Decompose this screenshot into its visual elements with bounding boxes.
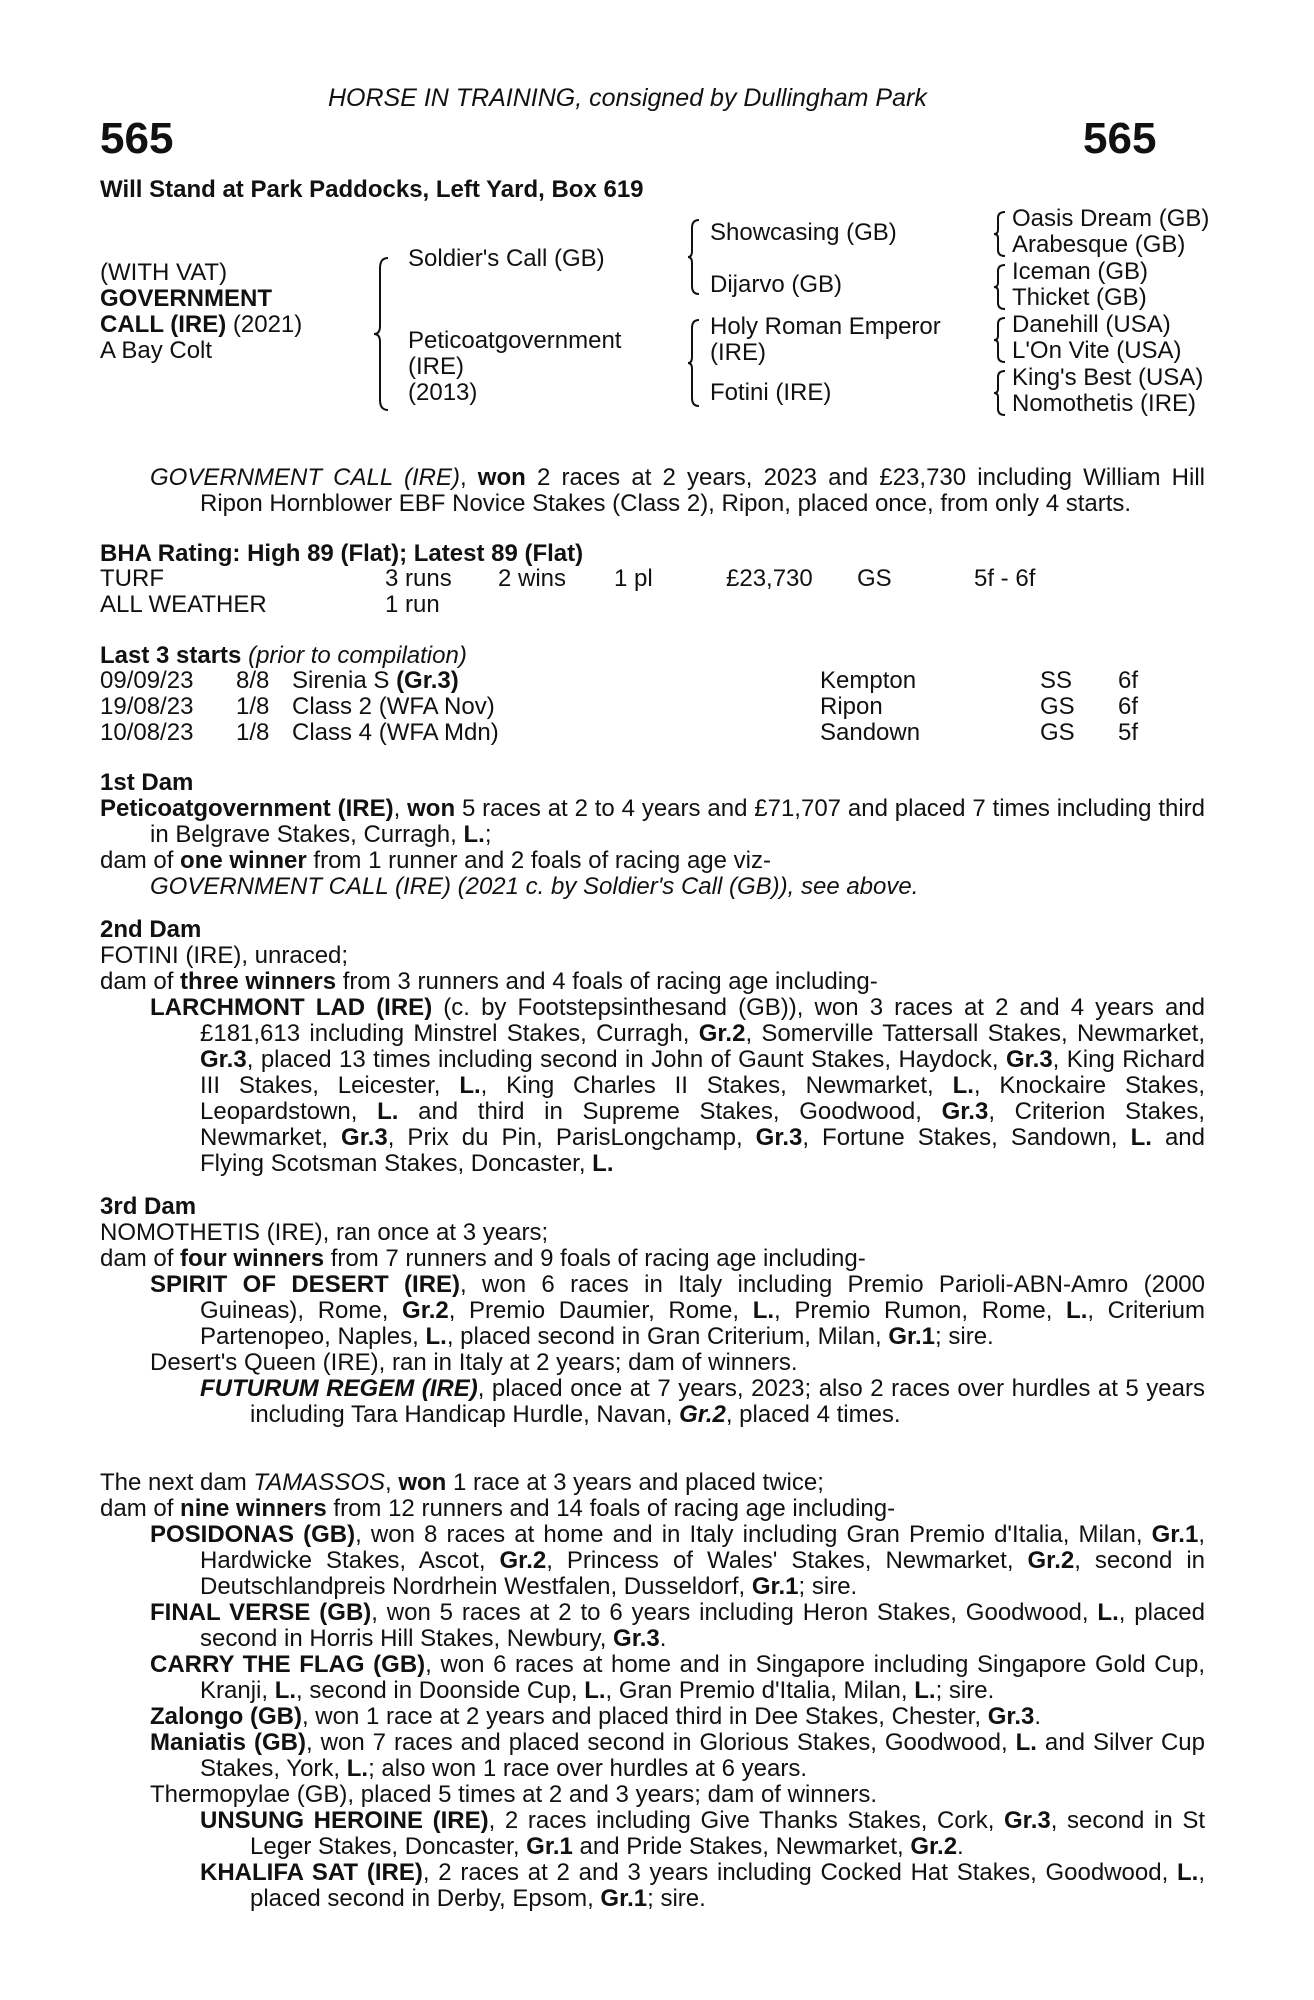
record-text: , won 6 races at home and in Singapore including Singapore Gold Cup, Kranji, — [200, 1651, 1206, 1704]
record-text: , 2 races including Give Thanks Stakes, Cork, — [488, 1807, 1005, 1834]
next-dam-produce-bold: nine winners — [180, 1495, 327, 1522]
first-dam-foal: GOVERNMENT CALL (IRE) (2021 c. by Soldier's Call (GB)), see above. — [150, 873, 919, 900]
horse-name-line2-row — [100, 312, 302, 338]
first-dam-section — [100, 770, 1205, 900]
rating-placed: 1 pl — [614, 565, 653, 592]
race-grade: L. — [752, 1297, 775, 1324]
rating-surface: ALL WEATHER — [100, 591, 267, 618]
summary-horse-name: GOVERNMENT CALL (IRE) — [150, 464, 460, 491]
zalongo-record — [100, 1704, 1205, 1730]
record-text: , placed second in Gran Criterium, Milan, — [446, 1323, 889, 1350]
first-dam-text: 5 races at 2 to 4 years and £71,707 and placed 7 times including third in Belgrave Stakes, Curragh, — [150, 795, 1206, 848]
start-position: 1/8 — [236, 719, 270, 746]
next-dam-produce-pre: dam of — [100, 1495, 181, 1522]
record-text: , second in St Leger Stakes, Doncaster, — [250, 1807, 1205, 1860]
race-grade: Gr.1 — [526, 1833, 573, 1860]
race-grade: L. — [459, 1072, 481, 1099]
futurum-regem-grade: Gr.2 — [679, 1401, 726, 1428]
pedigree-dam-dam: Fotini (IRE) — [710, 379, 832, 406]
record-text: , Criterion Stakes, Newmarket, — [200, 1098, 1206, 1151]
pedigree-dss: Danehill (USA) — [1012, 311, 1171, 338]
record-text: , Somerville Tattersall Stakes, Newmarket, — [745, 1020, 1205, 1047]
last3-heading — [100, 643, 467, 669]
pedigree-sire-sire: Showcasing (GB) — [710, 219, 897, 246]
start-distance: 6f — [1118, 693, 1139, 720]
lot-number-right: 565 — [1083, 114, 1157, 163]
race-grade: Gr.2 — [698, 1020, 746, 1047]
third-dam-produce-bold: four winners — [180, 1245, 325, 1272]
race-grade: Gr.3 — [941, 1098, 989, 1125]
first-dam-produce-bold: one winner — [180, 847, 307, 874]
record-text: , 2 races at 2 and 3 years including Cocked Hat Stakes, Goodwood, — [422, 1859, 1178, 1886]
start-race-name: Sirenia S — [292, 667, 397, 694]
rating-surface: TURF — [100, 565, 164, 592]
race-grade: L. — [1130, 1124, 1152, 1151]
futurum-regem-pre: , placed once at 7 years, 2023; also 2 races over hurdles at 5 years including Tara Handicap Hurdle, Navan, — [250, 1375, 1205, 1428]
zalongo-name: Zalongo (GB) — [150, 1703, 302, 1730]
bha-rating-title: BHA Rating: High 89 (Flat); Latest 89 (Flat) — [100, 540, 584, 567]
record-text: , won 8 races at home and in Italy including Gran Premio d'Italia, Milan, — [355, 1521, 1152, 1548]
thermopylae-record: Thermopylae (GB), placed 5 times at 2 and 3 years; dam of winners. — [150, 1781, 877, 1808]
start-race — [292, 668, 459, 694]
record-text: ; sire. — [935, 1323, 994, 1350]
race-grade: Gr.2 — [402, 1297, 449, 1324]
pedigree-brace-gen3-4 — [992, 369, 1008, 417]
start-race-grade: (Gr.3) — [396, 667, 459, 694]
race-grade: Gr.2 — [499, 1547, 547, 1574]
record-text: , King Charles II Stakes, Newmarket, — [480, 1072, 953, 1099]
race-grade: L. — [346, 1755, 369, 1782]
race-grade: L. — [425, 1323, 447, 1350]
first-dam-produce-post: from 1 runner and 2 foals of racing age viz- — [306, 847, 771, 874]
rating-runs: 1 run — [385, 591, 440, 618]
futurum-regem-record — [100, 1376, 1205, 1428]
rich-parts — [200, 1729, 1205, 1782]
record-text: (c. by Footstepsinthesand (GB)), won 3 races at 2 and 4 years and £181,613 including Minstrel Stakes, Curragh, — [200, 994, 1206, 1047]
unsung-heroine-name: UNSUNG HEROINE (IRE) — [200, 1807, 489, 1834]
start-course: Kempton — [820, 667, 917, 694]
record-text: . — [659, 1625, 667, 1652]
khalifa-sat-record — [100, 1860, 1205, 1912]
larchmont-lad-record — [100, 995, 1205, 1177]
summary-won: won — [477, 464, 526, 491]
horse-year: (2021) — [226, 311, 303, 338]
record-text: , Criterium Partenopeo, Naples, — [200, 1297, 1206, 1350]
record-text: , won 1 race at 2 years and placed third in Dee Stakes, Chester, — [301, 1703, 988, 1730]
record-text: . — [1034, 1703, 1042, 1730]
record-text: ; sire. — [798, 1573, 858, 1600]
start-course: Sandown — [820, 719, 921, 746]
maniatis-name: Maniatis (GB) — [150, 1729, 306, 1756]
start-position: 1/8 — [236, 693, 270, 720]
summary-paragraph: GOVERNMENT CALL (IRE), won 2 races at 2 years, 2023 and £23,730 including William Hill Ripon Hornblower EBF Novice Stakes (Class 2), Ripon, placed once, from only 4 starts. — [150, 464, 1206, 517]
third-dam-produce-post: from 7 runners and 9 foals of racing age including- — [324, 1245, 866, 1272]
posidonas-record — [100, 1522, 1205, 1600]
carry-the-flag-name: CARRY THE FLAG (GB) — [150, 1651, 426, 1678]
record-text: , Knockaire Stakes, Leopardstown, — [200, 1072, 1206, 1125]
pedigree-sdd: Thicket (GB) — [1012, 284, 1147, 311]
rating-wins: 2 wins — [498, 565, 567, 592]
summary-text: 2 races at 2 years, 2023 and £23,730 including William Hill Ripon Hornblower EBF Novice Stakes (Class 2), Ripon, placed once, from only 4 starts. — [200, 464, 1206, 517]
pedigree-dam-l1: Peticoatgovernment — [408, 327, 622, 354]
spirit-of-desert-name: SPIRIT OF DESERT (IRE) — [150, 1271, 461, 1298]
record-text: , Prix du Pin, ParisLongchamp, — [387, 1124, 756, 1151]
race-grade: Gr.1 — [600, 1885, 648, 1912]
pedigree-brace-gen2-bottom — [686, 318, 702, 408]
race-grade: L. — [1177, 1859, 1199, 1886]
record-text: and third in Supreme Stakes, Goodwood, — [398, 1098, 942, 1125]
start-distance: 5f — [1118, 719, 1139, 746]
first-dam-produce-pre: dam of — [100, 847, 181, 874]
race-grade: L. — [377, 1098, 399, 1125]
next-dam-name: TAMASSOS — [253, 1469, 385, 1496]
pedigree-dam-l3: (2013) — [408, 379, 478, 406]
pedigree-sire: Soldier's Call (GB) — [408, 245, 605, 272]
start-race-name: Class 4 (WFA Mdn) — [292, 719, 499, 746]
pedigree-sds: Iceman (GB) — [1012, 258, 1149, 285]
first-dam-won: won — [407, 795, 456, 822]
rating-runs: 3 runs — [385, 565, 452, 592]
next-dam-post: 1 race at 3 years and placed twice; — [446, 1469, 824, 1496]
futurum-regem-post: , placed 4 times. — [725, 1401, 901, 1428]
record-text: , King Richard III Stakes, Leicester, — [200, 1046, 1205, 1099]
record-text: , placed 13 times including second in John of Gaunt Stakes, Haydock, — [246, 1046, 1006, 1073]
race-grade: Gr.1 — [1151, 1521, 1199, 1548]
record-text: , second in Deutschlandpreis Nordrhein Westfalen, Dusseldorf, — [200, 1547, 1206, 1600]
start-going: SS — [1040, 667, 1073, 694]
pedigree-brace-gen2-top — [686, 218, 702, 296]
third-dam-title: 3rd Dam — [100, 1193, 197, 1220]
rating-prize: £23,730 — [726, 565, 813, 592]
pedigree-dam-sire-l2: (IRE) — [710, 339, 766, 366]
lot-number-left: 565 — [100, 114, 174, 163]
race-grade: Gr.3 — [200, 1046, 247, 1073]
start-race-name: Class 2 (WFA Nov) — [292, 693, 495, 720]
start-distance: 6f — [1118, 667, 1139, 694]
second-dam-title: 2nd Dam — [100, 916, 202, 943]
race-grade: L. — [1066, 1297, 1088, 1324]
first-dam-grade: L. — [463, 821, 485, 848]
pedigree-brace-gen3-1 — [992, 210, 1008, 258]
spirit-of-desert-record — [100, 1272, 1205, 1350]
last3-note: (prior to compilation) — [241, 642, 467, 669]
second-dam-produce-post: from 3 runners and 4 foals of racing age including- — [336, 968, 878, 995]
race-grade: Gr.2 — [910, 1833, 958, 1860]
stand-location: Will Stand at Park Paddocks, Left Yard, Box 619 — [100, 176, 644, 203]
final-verse-name: FINAL VERSE (GB) — [150, 1599, 372, 1626]
second-dam-produce-pre: dam of — [100, 968, 181, 995]
futurum-regem-name: FUTURUM REGEM (IRE) — [200, 1375, 478, 1402]
third-dam-line1: NOMOTHETIS (IRE), ran once at 3 years; — [100, 1219, 549, 1246]
record-text: and Flying Scotsman Stakes, Doncaster, — [200, 1124, 1205, 1177]
race-grade: Gr.3 — [755, 1124, 803, 1151]
record-text: , won 7 races and placed second in Glorious Stakes, Goodwood, — [306, 1729, 1016, 1756]
record-text: . — [957, 1833, 964, 1860]
first-dam-title: 1st Dam — [100, 769, 194, 796]
second-dam-produce — [100, 969, 1205, 995]
deserts-queen-record: Desert's Queen (IRE), ran in Italy at 2 years; dam of winners. — [150, 1349, 798, 1376]
race-grade: Gr.1 — [751, 1573, 799, 1600]
record-text: , Gran Premio d'Italia, Milan, — [605, 1677, 915, 1704]
second-dam-section — [100, 917, 1205, 1177]
first-dam-produce — [100, 848, 1205, 874]
record-text: and Silver Cup Stakes, York, — [200, 1729, 1205, 1782]
record-text: , Premio Rumon, Rome, — [774, 1297, 1067, 1324]
race-grade: L. — [1015, 1729, 1037, 1756]
pedigree-ssd: Arabesque (GB) — [1012, 231, 1186, 258]
start-going: GS — [1040, 719, 1075, 746]
first-dam-record: Peticoatgovernment (IRE), won 5 races at 2 to 4 years and £71,707 and placed 7 times including third in Belgrave Stakes, Curragh, L.; — [100, 795, 1206, 848]
maniatis-record — [100, 1730, 1205, 1782]
first-dam-name: Peticoatgovernment (IRE) — [100, 795, 394, 822]
final-verse-record — [100, 1600, 1205, 1652]
rich-parts — [302, 1703, 1041, 1730]
pedigree-brace-gen3-3 — [992, 316, 1008, 364]
race-grade: Gr.3 — [1005, 1046, 1053, 1073]
record-text: , Hardwicke Stakes, Ascot, — [200, 1521, 1205, 1574]
record-text: ; sire. — [647, 1885, 706, 1912]
record-text: , second in Doonside Cup, — [296, 1677, 585, 1704]
race-grade: L. — [274, 1677, 297, 1704]
pedigree-dds: King's Best (USA) — [1012, 364, 1204, 391]
record-text: , placed second in Horris Hill Stakes, Newbury, — [200, 1599, 1205, 1652]
posidonas-name: POSIDONAS (GB) — [150, 1521, 356, 1548]
race-grade: Gr.2 — [1027, 1547, 1075, 1574]
race-grade: Gr.3 — [1004, 1807, 1051, 1834]
next-dam-produce — [100, 1496, 1205, 1522]
larchmont-lad-name: LARCHMONT LAD (IRE) — [150, 994, 433, 1021]
second-dam-produce-bold: three winners — [180, 968, 337, 995]
first-dam-end: ; — [484, 821, 492, 848]
third-dam-produce-pre: dam of — [100, 1245, 181, 1272]
race-grade: Gr.3 — [987, 1703, 1035, 1730]
second-dam-line1: FOTINI (IRE), unraced; — [100, 942, 349, 969]
record-text: , Premio Daumier, Rome, — [448, 1297, 753, 1324]
record-text: , Fortune Stakes, Sandown, — [802, 1124, 1131, 1151]
record-text: , placed second in Derby, Epsom, — [250, 1859, 1206, 1912]
summary-block — [100, 465, 1205, 517]
next-dam-won: won — [398, 1469, 447, 1496]
pedigree-sss: Oasis Dream (GB) — [1012, 205, 1210, 232]
race-grade: L. — [952, 1072, 974, 1099]
start-position: 8/8 — [236, 667, 270, 694]
horse-description: A Bay Colt — [100, 337, 213, 364]
record-text: ; sire. — [935, 1677, 995, 1704]
unsung-heroine-record — [100, 1808, 1205, 1860]
next-dam-section — [100, 1470, 1205, 1912]
race-grade: L. — [584, 1677, 606, 1704]
vat-note: (WITH VAT) — [100, 259, 228, 286]
carry-the-flag-record — [100, 1652, 1205, 1704]
start-going: GS — [1040, 693, 1075, 720]
pedigree-ddd: Nomothetis (IRE) — [1012, 390, 1197, 417]
record-text: and Pride Stakes, Newmarket, — [572, 1833, 911, 1860]
pedigree-sire-dam: Dijarvo (GB) — [710, 271, 843, 298]
start-date: 09/09/23 — [100, 667, 194, 694]
pedigree-brace-gen1 — [372, 256, 392, 412]
third-dam-section — [100, 1194, 1205, 1428]
horse-name-line1: GOVERNMENT — [100, 285, 273, 312]
record-text: , Princess of Wales' Stakes, Newmarket, — [546, 1547, 1028, 1574]
horse-name-line2: CALL (IRE) — [100, 311, 227, 338]
pedigree-dam-l2: (IRE) — [408, 353, 464, 380]
rating-going: GS — [857, 565, 892, 592]
race-grade: L. — [592, 1150, 614, 1177]
start-course: Ripon — [820, 693, 883, 720]
record-text: , won 5 races at 2 to 6 years including Heron Stakes, Goodwood, — [371, 1599, 1098, 1626]
rich-parts — [200, 994, 1205, 1177]
page-subtitle: HORSE IN TRAINING, consigned by Dullingham Park — [328, 84, 927, 112]
next-dam-pre: The next dam — [100, 1469, 254, 1496]
last3-title: Last 3 starts — [100, 642, 242, 669]
next-dam-produce-post: from 12 runners and 14 foals of racing age including- — [326, 1495, 896, 1522]
khalifa-sat-name: KHALIFA SAT (IRE) — [200, 1859, 423, 1886]
race-grade: L. — [914, 1677, 936, 1704]
pedigree-dam-sire-l1: Holy Roman Emperor — [710, 313, 941, 340]
pedigree-brace-gen3-2 — [992, 263, 1008, 311]
record-text: , won 6 races in Italy including Premio Parioli-ABN-Amro (2000 Guineas), Rome, — [200, 1271, 1206, 1324]
rating-distance: 5f - 6f — [974, 565, 1036, 592]
pedigree-dsd: L'On Vite (USA) — [1012, 337, 1182, 364]
race-grade: Gr.3 — [613, 1625, 660, 1652]
start-date: 10/08/23 — [100, 719, 194, 746]
start-date: 19/08/23 — [100, 693, 194, 720]
race-grade: L. — [1097, 1599, 1119, 1626]
race-grade: Gr.3 — [341, 1124, 388, 1151]
record-text: ; also won 1 race over hurdles at 6 years. — [368, 1755, 807, 1782]
next-dam-mid: , — [385, 1469, 399, 1496]
next-dam-line1 — [100, 1470, 1205, 1496]
third-dam-produce — [100, 1246, 1205, 1272]
race-grade: Gr.1 — [888, 1323, 936, 1350]
